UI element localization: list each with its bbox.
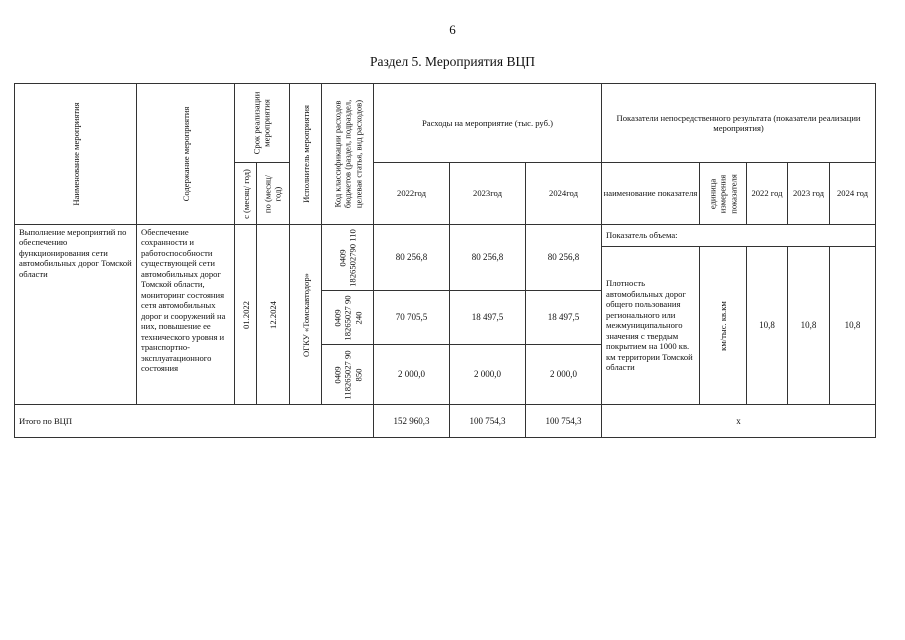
expense-cell: 2 000,0	[450, 345, 526, 405]
header-indicators: Показатели непосредственного результата (показатели реализации мероприятия)	[602, 84, 876, 163]
budget-code: 0409 118265027 90 850	[322, 345, 374, 405]
indicator-value: 10,8	[830, 247, 876, 405]
activity-date-to: 12.2024	[257, 225, 290, 405]
header-content: Содержание мероприятия	[137, 84, 235, 225]
total-2024: 100 754,3	[526, 405, 602, 438]
header-year-2023: 2023год	[450, 163, 526, 225]
total-label: Итого по ВЦП	[15, 405, 374, 438]
total-2023: 100 754,3	[450, 405, 526, 438]
expense-cell: 18 497,5	[450, 291, 526, 345]
expense-cell: 2 000,0	[526, 345, 602, 405]
total-indicators: x	[602, 405, 876, 438]
activity-name: Выполнение мероприятий по обеспечению функционирования сети автомобильных дорог Томской области	[15, 225, 137, 405]
header-indicator-name: наименование показателя	[602, 163, 700, 225]
header-expenses: Расходы на мероприятие (тыс. руб.)	[374, 84, 602, 163]
activity-content: Обеспечение сохранности и работоспособности существующей сети автомобильных дорог Томской области, мониторинг состояния сетя автомобильных дорог и сооружений на них, повышение ее технического уровня и транспортно-эксплуатационного состояния	[137, 225, 235, 405]
activity-executor: ОГКУ «Томскавтодор»	[290, 225, 322, 405]
total-2022: 152 960,3	[374, 405, 450, 438]
section-title: Раздел 5. Мероприятия ВЦП	[370, 54, 535, 69]
header-period-to: по (месяц/ год)	[257, 163, 290, 225]
budget-code: 0409 18265027 90 240	[322, 291, 374, 345]
expense-cell: 80 256,8	[374, 225, 450, 291]
header-code: Код классификации расходов бюджетов (раздел, подраздел, целевая статья, вид расходов)	[322, 84, 374, 225]
activity-date-from: 01.2022	[235, 225, 257, 405]
header-indicator-unit: единица измерения показателя	[700, 163, 747, 225]
expense-cell: 80 256,8	[526, 225, 602, 291]
header-indicator-2022: 2022 год	[747, 163, 788, 225]
header-period-from: с (месяц/ год)	[235, 163, 257, 225]
expense-cell: 2 000,0	[374, 345, 450, 405]
header-period: Срок реализации мероприятия	[235, 84, 290, 163]
indicator-value: 10,8	[747, 247, 788, 405]
budget-code: 0409 1826502790 110	[322, 225, 374, 291]
header-indicator-2024: 2024 год	[830, 163, 876, 225]
activities-table	[14, 83, 876, 438]
page-number: 6	[449, 22, 456, 37]
header-name: Наименование мероприятия	[15, 84, 137, 225]
header-executor: Исполнитель мероприятия	[290, 84, 322, 225]
indicator-name: Плотность автомобильных дорог общего пользования регионального или межмуниципального значения с твердым покрытием на 1000 кв. км территории Томской области	[602, 247, 700, 405]
header-year-2022: 2022год	[374, 163, 450, 225]
expense-cell: 80 256,8	[450, 225, 526, 291]
expense-cell: 70 705,5	[374, 291, 450, 345]
indicator-group-label: Показатель объема:	[602, 225, 876, 247]
header-indicator-2023: 2023 год	[788, 163, 830, 225]
indicator-value: 10,8	[788, 247, 830, 405]
indicator-unit: км/тыс. кв.км	[700, 247, 747, 405]
header-year-2024: 2024год	[526, 163, 602, 225]
expense-cell: 18 497,5	[526, 291, 602, 345]
